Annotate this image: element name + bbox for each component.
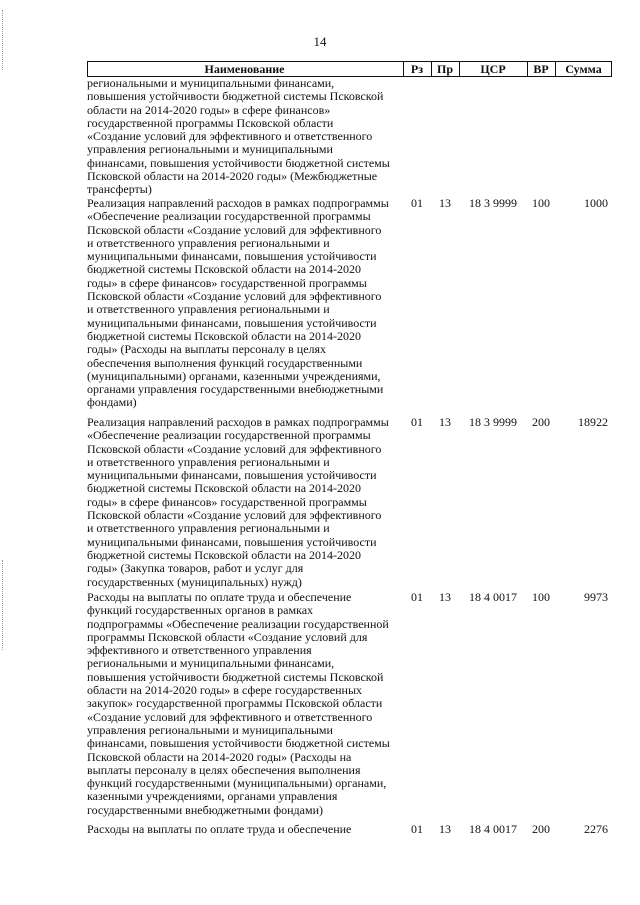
row-sum: 2276 (584, 822, 608, 836)
row-name: Расходы на выплаты по оплате труда и обеспечение (87, 822, 352, 836)
row-csr: 18 3 9999 (469, 415, 517, 429)
row-pr: 13 (439, 590, 451, 604)
row-name: Расходы на выплаты по оплате труда и обеспечение функций государственных органов в рамках подпрограммы «Обеспечение реализации государственной программы Псковской области «Создание условий для эффективного и ответственного управления региональными и муниципальными финансами, повышения устойчивости бюджетной системы Псковской области на 2014-2020 годы» в сфере государственных закупок» государственной программы Псковской области «Создание условий для эффективного и ответственного управления региональными и муниципальными финансами, повышения устойчивости бюджетной системы Псковской области на 2014-2020 годы» (Расходы на выплаты персоналу в целях обеспечения выполнения функций государственными (муниципальными) органами, казенными учреждениями, органами управления государственными внебюджетными фондами) (87, 590, 390, 817)
row-csr: 18 3 9999 (469, 196, 517, 210)
row-vr: 200 (532, 822, 550, 836)
column-header-pr: Пр (436, 62, 453, 76)
row-name: Реализация направлений расходов в рамках подпрограммы «Обеспечение реализации государственной программы Псковской области «Создание условий для эффективного и ответственного управления региональными и муниципальными финансами, повышения устойчивости бюджетной системы Псковской области на 2014-2020 годы» в сфере финансов» государственной программы Псковской области «Создание условий для эффективного и ответственного управления региональными и муниципальными финансами, повышения устойчивости бюджетной системы Псковской области на 2014-2020 годы» (Закупка товаров, работ и услуг для государственных (муниципальных) нужд) (87, 415, 389, 589)
column-header-name: Наименование (204, 62, 285, 76)
row-sum: 18922 (578, 415, 608, 429)
row-vr: 100 (532, 590, 550, 604)
row-name: региональными и муниципальными финансами, повышения устойчивости бюджетной системы Псковской области на 2014-2020 годы» в сфере финансов» государственной программы Псковской области «Создание условий для эффективного и ответственного управления региональными и муниципальными финансами, повышения устойчивости бюджетной системы Псковской области на 2014-2020 годы» (Межбюджетные трансферты) (87, 76, 390, 197)
row-rz: 01 (411, 590, 423, 604)
scan-edge-mark (2, 560, 3, 650)
row-vr: 100 (532, 196, 550, 210)
row-rz: 01 (411, 822, 423, 836)
row-pr: 13 (439, 415, 451, 429)
column-header-vr: ВР (533, 62, 549, 76)
row-rz: 01 (411, 196, 423, 210)
scan-edge-mark (2, 10, 3, 70)
row-rz: 01 (411, 415, 423, 429)
row-name: Реализация направлений расходов в рамках подпрограммы «Обеспечение реализации государственной программы Псковской области «Создание условий для эффективного и ответственного управления региональными и муниципальными финансами, повышения устойчивости бюджетной системы Псковской области на 2014-2020 годы» в сфере финансов» государственной программы Псковской области «Создание условий для эффективного и ответственного управления региональными и муниципальными финансами, повышения устойчивости бюджетной системы Псковской области на 2014-2020 годы» (Расходы на выплаты персоналу в целях обеспечения выполнения функций государственными (муниципальными) органами, казенными учреждениями, органами управления государственными внебюджетными фондами) (87, 196, 389, 410)
column-divider (403, 61, 404, 77)
row-sum: 9973 (584, 590, 608, 604)
table-border (611, 61, 612, 77)
row-pr: 13 (439, 196, 451, 210)
column-header-rz: Рз (410, 62, 424, 76)
column-divider (555, 61, 556, 77)
table-border (87, 61, 88, 77)
table-header (87, 61, 612, 77)
page-number: 14 (313, 34, 327, 49)
column-divider (527, 61, 528, 77)
row-vr: 200 (532, 415, 550, 429)
column-header-csr: ЦСР (480, 62, 506, 76)
column-header-sum: Сумма (565, 62, 602, 76)
column-divider (431, 61, 432, 77)
column-divider (459, 61, 460, 77)
row-pr: 13 (439, 822, 451, 836)
row-sum: 1000 (584, 196, 608, 210)
row-csr: 18 4 0017 (469, 822, 517, 836)
row-csr: 18 4 0017 (469, 590, 517, 604)
